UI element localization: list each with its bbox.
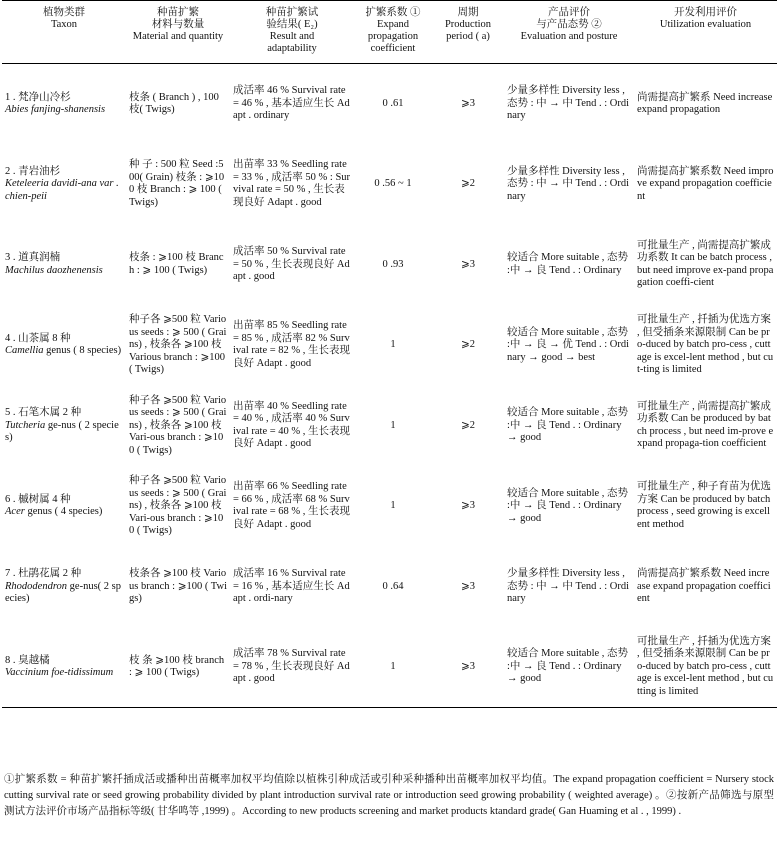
- cell-utilization: 尚需提高扩繁系数 Need improve expand propagation coefficient: [637, 165, 774, 202]
- table-row: [2, 627, 777, 708]
- header-period: 周期 Production period ( a): [444, 7, 492, 42]
- table-row: [2, 305, 777, 386]
- cell-period: ⩾3: [460, 97, 476, 109]
- cell-result: 出苗率 33 % Seedling rate = 33 % , 成活率 50 % : Survival rate = 50 % , 生长表现良好 Adapt . good: [233, 159, 351, 208]
- cell-utilization: 尚需提高扩繁系数 Need increase expand propagation coefficient: [637, 568, 771, 604]
- cell-period: ⩾2: [460, 419, 476, 431]
- cell-taxon: 2 . 青岩油杉 Keteleeria davidi-ana var . chien-peii: [5, 165, 119, 202]
- cell-material: 枝条 : ⩾100 枝 Branch : ⩾ 100 ( Twigs): [129, 252, 224, 276]
- cell-coefficient: 0 .61: [382, 97, 404, 109]
- cell-taxon: 5 . 石笔木属 2 种 Tutcheria ge-nus ( 2 species): [5, 407, 119, 443]
- cell-coefficient: 0 .56 ~ 1: [374, 178, 412, 189]
- cell-material: 种子各 ⩾500 粒 Various seeds : ⩾ 500 ( Grains) , 枝条各 ⩾100 枝 Various branch : ⩾100 ( Twigs): [129, 314, 227, 375]
- table-footnotes: [4, 772, 774, 820]
- cell-evaluation: 较适合 More suitable , 态势 :中 → 良 Tend . : Ordinary → good: [507, 648, 629, 685]
- cell-result: 出苗率 85 % Seedling rate = 85 % , 成活率 82 % Survival rate = 82 % , 生长表现良好 Adapt . good: [233, 320, 351, 369]
- cell-material: 种 子 : 500 粒 Seed :500( Grain) 枝条 : ⩾100 枝 Branch : ⩾ 100 ( Twigs): [129, 159, 225, 208]
- cell-result: 出苗率 40 % Seedling rate = 40 % , 成活率 40 % Survival rate = 40 % , 生长表现良好 Adapt . good: [233, 400, 351, 450]
- header-material: 种苗扩繁 材料与数量 Material and quantity: [132, 7, 224, 42]
- cell-evaluation: 少量多样性 Diversity less , 态势 : 中 → 中 Tend . : Ordinary: [507, 568, 630, 604]
- cell-material: 种子各 ⩾500 粒 Various seeds : ⩾ 500 ( Grains) , 枝条各 ⩾100 枝 Vari-ous branch : ⩾100 ( Twigs): [129, 394, 227, 456]
- cell-evaluation: 较适合 More suitable , 态势 :中 → 良 Tend . : Ordinary: [507, 252, 629, 276]
- cell-utilization: 尚需提高扩繁系 Need increase expand propagation: [637, 91, 773, 115]
- cell-period: ⩾3: [460, 580, 476, 592]
- cell-evaluation: 较适合 More suitable , 态势 :中 → 良 Tend . : Ordinary → good: [507, 407, 629, 443]
- cell-utilization: 可批量生产 , 尚需提高扩繁成功系数 It can be batch process , but need improve ex-pand propagation coeffi-cient: [637, 239, 774, 289]
- cell-period: ⩾3: [460, 500, 476, 511]
- cell-utilization: 可批量生产 , 种子育苗为优选方案 Can be produced by batch process , seed growing is excellent method: [637, 481, 771, 530]
- cell-coefficient: 0 .93: [382, 258, 404, 270]
- header-utilization: 开发利用评价 Utilization evaluation: [659, 7, 752, 30]
- cell-result: 成活率 16 % Survival rate = 16 % , 基本适应生长 Adapt . ordi-nary: [233, 568, 350, 604]
- cell-evaluation: 少量多样性 Diversity less , 态势 : 中 → 中 Tend . : Ordinary: [507, 85, 630, 122]
- table-row: [2, 466, 777, 547]
- cell-evaluation: 较适合 More suitable , 态势 :中 → 良 Tend . : Ordinary → good: [507, 487, 629, 524]
- cell-evaluation: 较适合 More suitable , 态势 :中 → 良 → 优 Tend . : Ordinary → good → best: [507, 326, 630, 363]
- header-evaluation: 产品评价 与产品态势 ② Evaluation and posture: [520, 7, 618, 42]
- table-row: [2, 225, 777, 306]
- table-row: [2, 64, 777, 145]
- cell-coefficient: 0 .64: [382, 580, 404, 592]
- cell-taxon: 1 . 梵净山冷杉 Abies fanjing-shanensis: [5, 91, 106, 115]
- cell-coefficient: 1: [390, 419, 396, 431]
- table-header-row: [2, 1, 777, 64]
- cell-coefficient: 1: [390, 500, 396, 511]
- cell-evaluation: 少量多样性 Diversity less , 态势 : 中 → 中 Tend . : Ordinary: [507, 165, 630, 202]
- cell-period: ⩾3: [460, 660, 476, 672]
- header-coefficient: 扩繁系数 ① Expand propagation coefficient: [365, 7, 421, 54]
- header-result: 种苗扩繁试 验结果( E₂) Result and adaptability: [265, 7, 319, 54]
- cell-result: 出苗率 66 % Seedling rate = 66 % , 成活率 68 % Survival rate = 68 % , 生长表现良好 Adapt . good: [233, 481, 351, 530]
- cell-material: 枝 条 ⩾100 枝 branch : ⩾ 100 ( Twigs): [129, 654, 225, 678]
- cell-taxon: 8 . 臭越橘 Vaccinium foe-tidissimum: [5, 654, 114, 678]
- cell-taxon: 4 . 山茶属 8 种 Camellia genus ( 8 species): [5, 332, 122, 357]
- table-row: [2, 386, 777, 467]
- propagation-table: [2, 0, 777, 708]
- cell-period: ⩾2: [460, 339, 476, 350]
- cell-result: 成活率 50 % Survival rate = 50 % , 生长表现良好 Adapt . good: [233, 246, 350, 282]
- table-row: [2, 144, 777, 225]
- cell-period: ⩾3: [460, 258, 476, 270]
- cell-utilization: 可批量生产 , 尚需提高扩繁成功系数 Can be produced by batch process , but need im-prove expand propaga-tion coefficient: [637, 400, 774, 450]
- footnote-text: ①扩繁系数 = 种苗扩繁扦插成活或播种出苗概率加权平均值除以植株引种成活或引种采种播种出苗概率加权平均值。The expand propagation coefficient = Nursery stock cutting survival rate or seed growing probability divided by plant introduction survival rate or introduction seed growing probability ( weighted average) 。②按新产品筛选与原型测试方法评价市场产品指标等级( 甘华鸣等 ,1999) 。According to new products screening and market products ktandard grade( Gan Huaming et al . , 1999) .: [4, 774, 774, 817]
- cell-result: 成活率 78 % Survival rate = 78 % , 生长表现良好 Adapt . good: [233, 648, 350, 685]
- cell-material: 种子各 ⩾500 粒 Various seeds : ⩾ 500 ( Grains) , 枝条各 ⩾100 枝 Vari-ous branch : ⩾100 ( Twigs): [129, 475, 227, 536]
- cell-coefficient: 1: [390, 339, 396, 350]
- header-taxon: 植物类群 Taxon: [43, 7, 85, 30]
- cell-taxon: 7 . 杜鹃花属 2 种 Rhododendron ge-nus( 2 species): [5, 568, 121, 604]
- cell-result: 成活率 46 % Survival rate = 46 % , 基本适应生长 Adapt . ordinary: [233, 85, 350, 122]
- cell-utilization: 可批量生产 , 扦插为优选方案 , 但受插条来源限制 Can be pro-duced by batch pro-cess , cuttage is excel-lent method , but cutting is limited: [637, 635, 774, 697]
- cell-material: 枝条 ( Branch ) , 100 枝( Twigs): [129, 91, 219, 115]
- cell-taxon: 6 . 槭树属 4 种 Acer genus ( 4 species): [5, 493, 103, 518]
- cell-taxon: 3 . 道真润楠 Machilus daozhenensis: [5, 252, 103, 276]
- cell-period: ⩾2: [460, 178, 476, 189]
- cell-coefficient: 1: [390, 660, 396, 672]
- cell-material: 枝条各 ⩾100 枝 Various branch : ⩾100 ( Twigs): [129, 568, 227, 604]
- table-row: [2, 547, 777, 628]
- cell-utilization: 可批量生产 , 扦插为优选方案 , 但受插条来源限制 Can be pro-duced by batch pro-cess , cuttage is excel-lent method , but cut-ting is limited: [637, 314, 774, 375]
